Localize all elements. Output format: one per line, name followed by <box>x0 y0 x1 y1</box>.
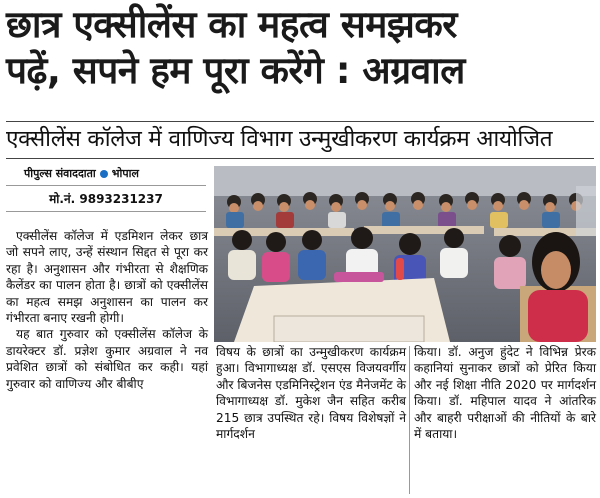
subheadline: एक्सीलेंस कॉलेज में वाणिज्य विभाग उन्मुखीकरण कार्यक्रम आयोजित <box>6 126 553 152</box>
mobile-number: मो.नं. 9893231237 <box>6 185 206 212</box>
paragraph: विषय के छात्रों का उन्मुखीकरण कार्यक्रम हुआ। विभागाध्यक्ष डॉ. एसएस विजयवर्गीय और बिजनेस एडमिनिस्ट्रेशन एंड मैनेजमेंट के विभागाध्यक्ष डॉ. मुकेश जैन सहित करीब 215 छात्र उपस्थित रहे। विषय विशेषज्ञों ने मार्गदर्शन <box>216 345 406 442</box>
article-column-2 <box>216 344 406 442</box>
headline-line-2: पढ़ें, सपने हम पूरा करेंगे : अग्रवाल <box>6 49 465 92</box>
byline-row <box>6 164 206 183</box>
headline <box>6 2 594 94</box>
article-column-3 <box>414 344 596 442</box>
divider <box>6 121 594 122</box>
reporter-name: पीपुल्स संवाददाता <box>24 167 96 180</box>
news-photo-classroom <box>214 166 596 342</box>
divider <box>6 158 594 159</box>
classroom-photo-illustration <box>214 166 596 342</box>
paragraph: एक्सीलेंस कॉलेज में एडमिशन लेकर छात्र जो सपने लाए, उन्हें संस्थान सिद्दत से पूरा कर रहा है। अनुशासन और गंभीरता से शैक्षणिक कैलेंडर का पालन होता है। छात्रों को एक्सीलेंस का महत्व समझ अनुशासन का पालन कर गंभीरता बनाए रखनी होगी। <box>6 229 208 326</box>
column-divider <box>409 346 410 494</box>
byline <box>6 164 206 212</box>
paragraph: किया। डॉ. अनुज हुंदेट ने विभिन्न प्रेरक कहानियां सुनाकर छात्रों को प्रेरित किया और नई शिक्षा नीति 2020 पर मार्गदर्शन किया। डॉ. महिपाल यादव ने आंतरिक और बाहरी परीक्षाओं की नीतियों के बारे में बताया। <box>414 345 596 442</box>
article-column-1 <box>6 228 208 392</box>
headline-line-1: छात्र एक्सीलेंस का महत्व समझकर <box>6 3 457 46</box>
location: भोपाल <box>111 167 139 180</box>
paragraph: यह बात गुरुवार को एक्सीलेंस कॉलेज के डायरेक्टर डॉ. प्रज्ञेश कुमार अग्रवाल ने नव प्रवेशित छात्रों को संबोधित कर कही। यहां गुरुवार को वाणिज्य और बीबीए <box>6 327 208 391</box>
bullet-dot-icon <box>100 170 108 178</box>
